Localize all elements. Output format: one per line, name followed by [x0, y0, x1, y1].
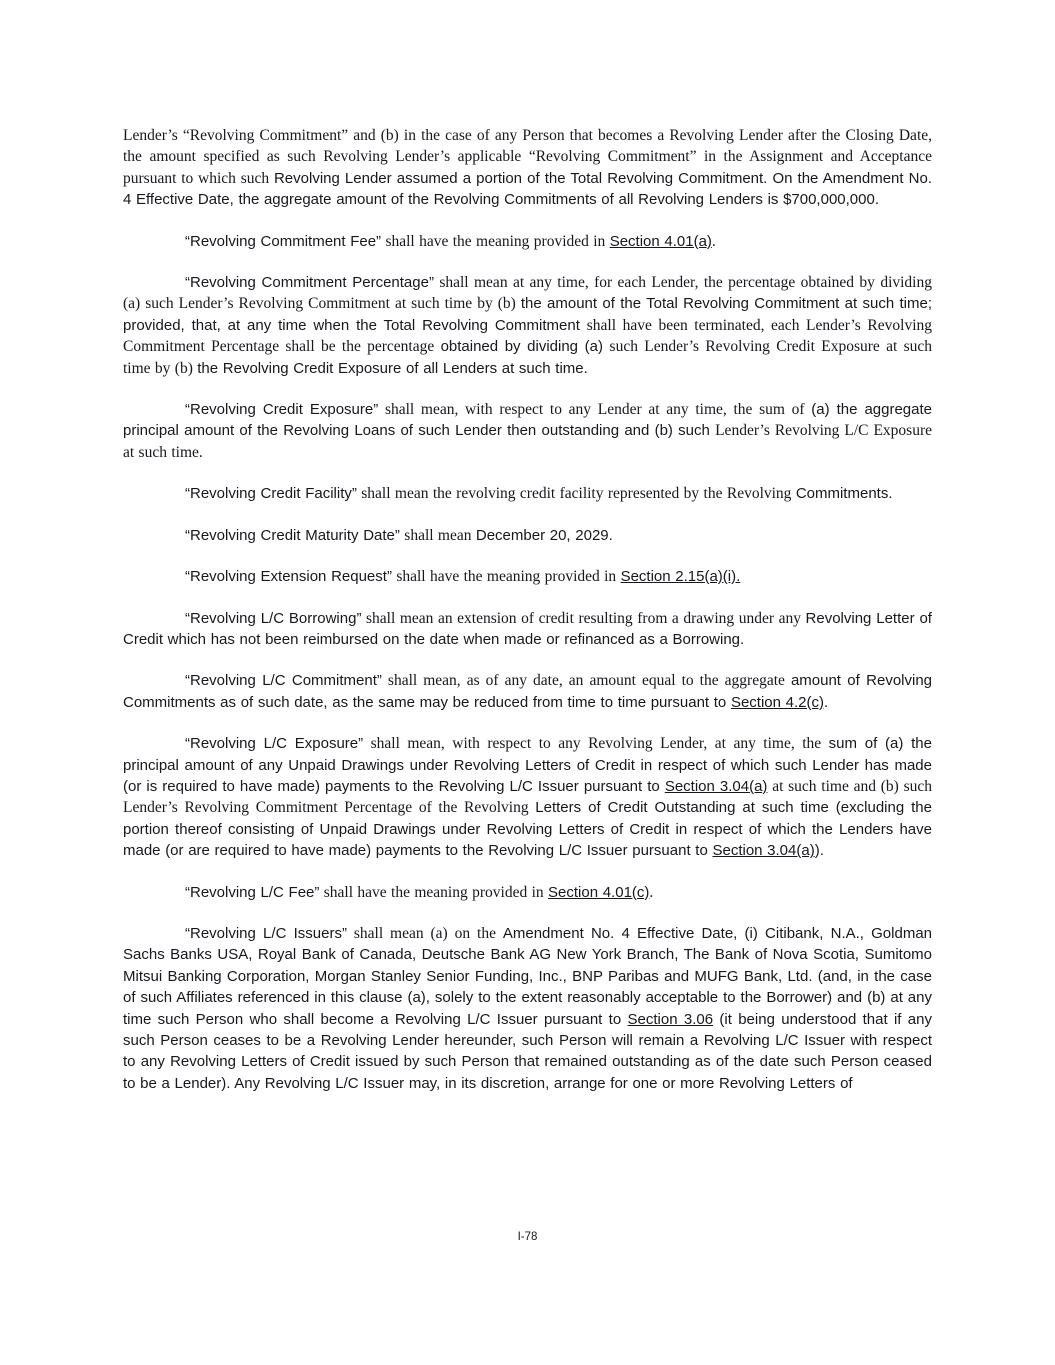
text-run: Revolving Letter of Credit which has not been reimbursed on the date when made or refinanced as a Borrowing. — [123, 609, 932, 648]
text-run: “Revolving Extension Request” — [185, 568, 392, 586]
paragraph — [123, 608, 932, 651]
paragraph — [123, 923, 932, 1094]
section-reference: Section 3.06 — [627, 1010, 714, 1028]
text-run: ). — [814, 842, 824, 860]
section-reference: Section 4.01(a) — [609, 232, 712, 250]
section-reference: Section 4.2(c) — [730, 693, 824, 711]
text-run: the Revolving Credit Exposure of all Lenders at such time. — [197, 359, 588, 377]
paragraph — [123, 882, 932, 903]
text-run: . — [823, 693, 829, 711]
text-run: shall have been terminated, each Lender’s Revolving Commitment Percentage shall be the percentage — [123, 316, 932, 356]
text-run: the amount of the Total Revolving Commitment at such time; provided, that, at any time when the Total Revolving Commitment — [123, 295, 932, 334]
text-run: . — [649, 883, 654, 901]
text-run: at such time and (b) such Lender’s Revolving Commitment Percentage of the Revolving — [123, 777, 933, 817]
text-run: Commitments. — [795, 485, 893, 503]
page-number: I-78 — [517, 1231, 538, 1243]
text-run: shall mean, as of any date, an amount equal to the aggregate — [381, 672, 791, 690]
text-run: “Revolving Credit Maturity Date” — [185, 526, 400, 544]
section-reference: Section 3.04(a) — [712, 842, 815, 860]
text-run: shall mean, with respect to any Revolving Lender, at any time, the — [363, 735, 829, 753]
text-run: “Revolving L/C Issuers” — [185, 924, 347, 942]
text-run: “Revolving L/C Exposure” — [185, 735, 364, 753]
document-body — [123, 125, 932, 1094]
text-run: amount of Revolving Commitments as of such date, as the same may be reduced from time to time pursuant to — [123, 672, 933, 711]
text-run: (a) the aggregate principal amount of the Revolving Loans of such Lender then outstanding and (b) such — [123, 401, 933, 440]
text-run: shall mean at any time, for each Lender, the percentage obtained by dividing (a) such Lender’s Revolving Commitment at such time by (b) — [123, 274, 932, 313]
text-run: “Revolving L/C Commitment” — [185, 672, 382, 690]
text-run: (it being understood that if any such Person ceases to be a Revolving Lender hereunder, such Person will remain a Revolving L/C Issuer with respect to any Revolving Letters of Credit issued by such Person that remained outstanding as of the date such Person ceased to be a Lender). Any Revolving L/C Issuer may, in its discretion, arrange for one or more Revolving Letters of — [123, 1010, 932, 1092]
text-run: “Revolving L/C Borrowing” — [185, 609, 362, 627]
text-run: Revolving Lender assumed a portion of the Total Revolving Commitment. On the Amendment No. 4 Effective Date, the aggregate amount of the Revolving Commitments of all Revolving Lenders is $700,000,000. — [123, 169, 932, 209]
text-run: sum of (a) the principal amount of any Unpaid Drawings under Revolving Letters of Credit in respect of which such Lender has made (or is required to have made) payments to the Revolving L/C Issuer pursuant to — [123, 735, 932, 795]
text-run: obtained by dividing (a) — [440, 338, 610, 356]
paragraph — [123, 670, 932, 713]
section-reference: Section 2.15(a)(i). — [620, 568, 741, 586]
paragraph — [123, 483, 932, 504]
text-run: shall mean (a) on the — [346, 924, 503, 942]
text-run: Amendment No. 4 Effective Date, (i) Citibank, N.A., Goldman Sachs Banks USA, Royal Bank of Canada, Deutsche Bank AG New York Branch, The Bank of Nova Scotia, Sumitomo Mitsui Banking Corporation, Morgan Stanley Senior Funding, Inc., BNP Paribas and MUFG Bank, Ltd. (and, in the case of such Affiliates referenced in this clause (a), solely to the extent reasonably acceptable to the Borrower) and (b) at any time such Person who shall become a Revolving L/C Issuer pursuant to — [123, 924, 933, 1028]
text-run: shall mean the revolving credit facility represented by the Revolving — [356, 485, 796, 503]
text-run: Lender’s “Revolving Commitment” and (b) in the case of any Person that becomes a Revolving Lender after the Closing Date, the amount specified as such Revolving Lender’s applicable “Revolving Commitment” in the Assignment and Acceptance pursuant to which such — [123, 127, 932, 187]
text-run: “Revolving L/C Fee” — [185, 883, 320, 901]
text-run: . — [711, 232, 716, 250]
section-reference: Section 3.04(a) — [664, 777, 768, 795]
text-run: December 20, 2029. — [475, 526, 613, 544]
text-run: Letters of Credit Outstanding at such time (excluding the portion thereof consisting of Unpaid Drawings under Revolving Letters of Credit in respect of which the Lenders have made (or are required to have made) payments to the Revolving L/C Issuer pursuant to — [123, 799, 932, 860]
paragraph — [123, 231, 932, 252]
paragraph — [123, 733, 932, 861]
paragraph — [123, 399, 932, 463]
section-reference: Section 4.01(c) — [548, 883, 650, 901]
text-run: shall mean, with respect to any Lender at any time, the sum of — [378, 401, 812, 419]
text-run: shall have the meaning provided in — [381, 232, 610, 250]
text-run: shall mean — [399, 526, 476, 544]
text-run: such Lender’s Revolving Credit Exposure at such time by (b) — [123, 338, 933, 377]
paragraph — [123, 125, 932, 211]
text-run: “Revolving Commitment Fee” — [185, 232, 382, 250]
paragraph — [123, 566, 932, 587]
text-run: “Revolving Credit Facility” — [185, 485, 357, 503]
paragraph — [123, 525, 932, 546]
text-run: Lender’s Revolving L/C Exposure at such time. — [123, 422, 932, 461]
text-run: shall mean an extension of credit resulting from a drawing under any — [361, 609, 806, 627]
text-run: shall have the meaning provided in — [391, 568, 621, 586]
text-run: “Revolving Credit Exposure” — [185, 401, 379, 419]
text-run: “Revolving Commitment Percentage” — [185, 274, 434, 292]
paragraph — [123, 272, 932, 379]
text-run: shall have the meaning provided in — [319, 883, 549, 901]
